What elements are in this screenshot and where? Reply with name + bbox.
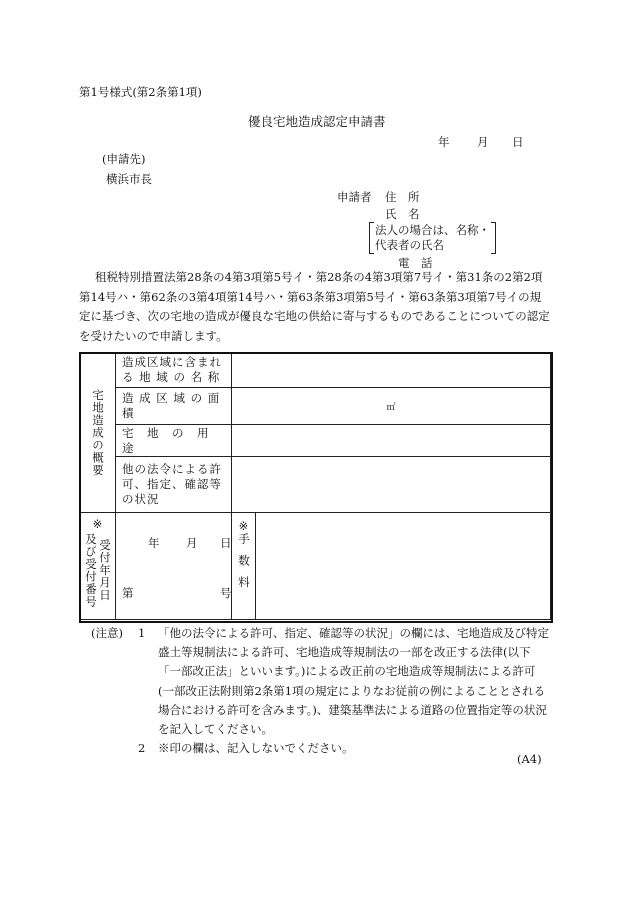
left-bracket xyxy=(369,222,374,254)
date-year-label: 年 xyxy=(438,135,450,149)
note-text: ※印の欄は、記入しないでください。 xyxy=(158,741,354,756)
form-number: 第1号様式(第2条第1項) xyxy=(79,85,202,99)
corp-note-line1: 法人の場合は、名称・ xyxy=(375,223,490,237)
fee-label: 手数料 xyxy=(237,533,251,598)
receipt-number-suffix: 号 xyxy=(220,586,232,600)
corp-note-line2: 代表者の氏名 xyxy=(375,238,444,252)
table-row xyxy=(80,457,551,513)
list-item xyxy=(91,739,551,758)
area-name-value[interactable] xyxy=(232,353,551,388)
receipt-day: 日 xyxy=(220,536,232,550)
date-month-label: 月 xyxy=(477,135,489,149)
document-title: 優良宅地造成認定申請書 xyxy=(248,114,386,129)
receipt-value-cell xyxy=(116,513,232,620)
note-number: 1 xyxy=(138,626,146,640)
paper-size: (A4) xyxy=(517,752,542,766)
phone-label: 電 話 xyxy=(398,256,433,270)
section-label: 宅地造成の概要 xyxy=(91,388,105,477)
note-number: 2 xyxy=(138,741,146,756)
table-row xyxy=(80,353,551,388)
notes-head: (注意) xyxy=(91,626,123,640)
address-label: 住 所 xyxy=(385,190,420,204)
row-label: 造成区域に含まれる 地 域 の 名 称 xyxy=(116,353,232,388)
table-row xyxy=(80,513,551,620)
development-summary-table xyxy=(79,352,551,620)
addressee-name: 横浜市長 xyxy=(106,172,152,186)
notes xyxy=(91,624,551,758)
table-row xyxy=(80,388,551,425)
fee-label-cell xyxy=(232,513,256,620)
name-label: 氏 名 xyxy=(385,207,420,221)
addressee-label: (申請先) xyxy=(102,152,146,166)
fee-mark: ※ xyxy=(238,519,249,533)
application-text: 租税特別措置法第28条の4第3項第5号イ・第28条の4第3項第7号イ・第31条の2第2項第14号ハ・第62条の3第4項第14号ハ・第63条第3項第5号イ・第63条第3項第7号イの規定に基づき、次の宅地の造成が優良な宅地の供給に寄与するものであることについての認定を受けたいので申請します。 xyxy=(79,270,550,343)
receipt-label-cell xyxy=(80,513,116,620)
table-row xyxy=(80,425,551,457)
permits-status-value[interactable] xyxy=(232,457,551,513)
list-item xyxy=(91,624,551,739)
row-label: 造 成 区 域 の 面 積 xyxy=(116,388,232,425)
land-use-value[interactable] xyxy=(232,425,551,457)
applicant-label: 申請者 xyxy=(337,190,372,204)
receipt-label-col1: 受付年月日 xyxy=(98,539,112,602)
receipt-year: 年 xyxy=(148,536,160,550)
row-label: 他の法令による許可、指定、確認等の状況 xyxy=(116,457,232,513)
note-text: 「他の法令による許可、指定、確認等の状況」の欄には、宅地造成及び特定盛土等規制法による許可、宅地造成等規制法の一部を改正する法律(以下「一部改正法」といいます。)による改正前の宅地造成等規制法による許可(一部改正法附則第2条第1項の規定によりなお従前の例によることとされる場合における許可を含みます。)、建築基準法による道路の位置指定等の状況を記入してください。 xyxy=(158,626,549,737)
row-label: 宅 地 の 用 途 xyxy=(116,425,232,457)
receipt-number-prefix: 第 xyxy=(122,586,134,600)
receipt-month: 月 xyxy=(186,536,198,550)
receipt-mark: ※ xyxy=(92,517,103,531)
fee-value-cell[interactable] xyxy=(256,513,551,620)
date-day-label: 日 xyxy=(512,135,524,149)
receipt-label-col2: 及び受付番号 xyxy=(84,533,98,608)
right-bracket xyxy=(491,222,496,254)
area-size-unit[interactable]: ㎡ xyxy=(232,388,551,425)
section-label-cell xyxy=(80,353,116,513)
